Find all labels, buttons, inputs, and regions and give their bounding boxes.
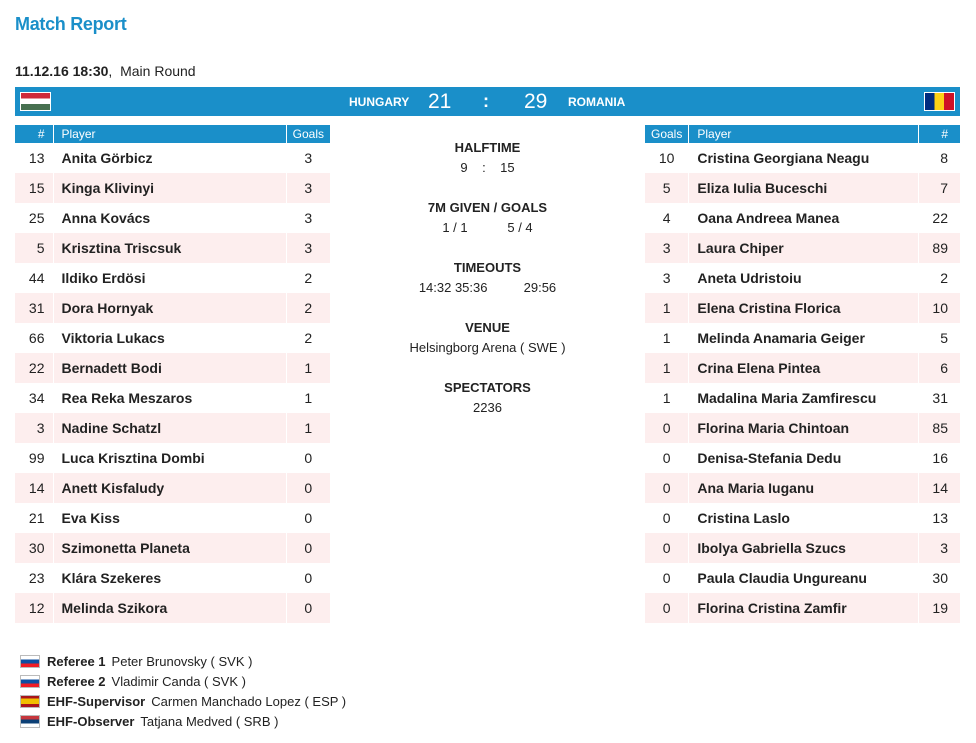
player-number: 22: [15, 353, 53, 383]
player-number: 66: [15, 323, 53, 353]
spectators-value: 2236: [473, 400, 502, 415]
table-row: [15, 293, 330, 323]
table-row: [645, 323, 960, 353]
column-header-player: Player: [53, 125, 286, 143]
player-goals: 0: [304, 570, 313, 586]
seven-m-home: 1 / 1: [442, 220, 468, 235]
player-number: 99: [15, 443, 53, 473]
player-name: Dora Hornyak: [53, 293, 286, 323]
player-name: Anett Kisfaludy: [53, 473, 286, 503]
venue-label: VENUE: [465, 320, 510, 335]
player-goals: 1: [645, 383, 689, 413]
halftime-score: [330, 160, 645, 175]
player-number: 22: [932, 210, 948, 226]
table-row: [15, 323, 330, 353]
player-goals: 2: [286, 293, 330, 323]
halftime-label: HALFTIME: [454, 140, 521, 155]
player-name: Melinda Szikora: [53, 593, 286, 623]
home-roster-table: [15, 125, 330, 623]
player-number: 21: [15, 503, 53, 533]
timeouts-home: 14:32 35:36: [418, 280, 488, 295]
player-number: 13: [15, 143, 53, 173]
column-header-goals: Goals: [286, 125, 330, 143]
official-role: EHF-Observer: [47, 713, 135, 729]
player-number: 5: [940, 330, 948, 346]
player-name: Nadine Schatzl: [53, 413, 286, 443]
column-header-player: Player: [689, 125, 918, 143]
official-row: [20, 711, 346, 731]
away-team-name: ROMANIA: [568, 95, 626, 109]
halftime-away: 15: [500, 160, 515, 175]
official-name: Peter Brunovsky ( SVK ): [111, 653, 253, 669]
player-name: Anita Görbicz: [53, 143, 286, 173]
player-goals: 0: [645, 563, 689, 593]
spectators-stat: [330, 380, 645, 415]
player-name: Viktoria Lukacs: [53, 323, 286, 353]
player-goals: 0: [645, 473, 689, 503]
player-goals: 1: [304, 390, 313, 406]
player-goals: 2: [304, 330, 313, 346]
table-row: [15, 533, 330, 563]
table-row: [15, 563, 330, 593]
official-name: Tatjana Medved ( SRB ): [140, 713, 279, 729]
player-name: Klára Szekeres: [53, 563, 286, 593]
player-goals: 3: [286, 173, 330, 203]
player-goals: 0: [286, 593, 330, 623]
table-row: [645, 383, 960, 413]
score-bar: [15, 87, 960, 116]
table-row: [15, 593, 330, 623]
player-goals: 1: [645, 353, 689, 383]
table-row: [15, 203, 330, 233]
serbia-flag-icon: [20, 715, 40, 728]
player-goals: 0: [645, 593, 689, 623]
table-row: [645, 233, 960, 263]
table-row: [645, 263, 960, 293]
player-number: 6: [918, 353, 960, 383]
player-name: Eva Kiss: [53, 503, 286, 533]
halftime-home: 9: [460, 160, 468, 175]
player-number: 7: [918, 173, 960, 203]
player-name: Eliza Iulia Buceschi: [689, 173, 918, 203]
column-header-number: #: [15, 125, 53, 143]
player-number: 89: [918, 233, 960, 263]
player-number: 44: [15, 263, 53, 293]
player-number: 16: [932, 450, 948, 466]
romania-flag-icon: [924, 92, 955, 111]
official-row: [20, 671, 346, 691]
player-goals: 3: [645, 263, 689, 293]
seven-m-away: 5 / 4: [507, 220, 533, 235]
timeouts-label: TIMEOUTS: [453, 260, 522, 275]
player-goals: 3: [304, 150, 313, 166]
player-goals: 0: [645, 443, 689, 473]
official-name: Carmen Manchado Lopez ( ESP ): [151, 693, 347, 709]
table-row: [15, 383, 330, 413]
player-name: Luca Krisztina Dombi: [53, 443, 286, 473]
table-row: [645, 443, 960, 473]
player-name: Florina Maria Chintoan: [689, 413, 918, 443]
player-goals: 0: [645, 533, 689, 563]
player-name: Rea Reka Meszaros: [53, 383, 286, 413]
player-goals: 0: [286, 533, 330, 563]
player-goals: 3: [645, 233, 689, 263]
table-row: [645, 203, 960, 233]
timeouts-values: [330, 280, 645, 295]
player-number: 5: [15, 233, 53, 263]
home-team-name: HUNGARY: [349, 95, 410, 109]
player-name: Crina Elena Pintea: [689, 353, 918, 383]
player-goals: 3: [304, 210, 313, 226]
player-number: 31: [932, 390, 948, 406]
player-goals: 1: [645, 293, 689, 323]
table-row: [645, 173, 960, 203]
player-name: Aneta Udristoiu: [689, 263, 918, 293]
hungary-flag-icon: [20, 92, 51, 111]
column-header-number: #: [918, 125, 960, 143]
player-name: Laura Chiper: [689, 233, 918, 263]
table-row: [645, 413, 960, 443]
official-name: Vladimir Canda ( SVK ): [111, 673, 246, 689]
table-row: [15, 233, 330, 263]
player-name: Ana Maria Iuganu: [689, 473, 918, 503]
home-roster-header: [15, 125, 330, 143]
away-roster-table: [645, 125, 960, 623]
away-roster-header: [645, 125, 960, 143]
table-row: [15, 413, 330, 443]
spectators-label: SPECTATORS: [444, 380, 531, 395]
player-goals: 0: [645, 503, 689, 533]
table-row: [645, 593, 960, 623]
player-goals: 0: [304, 450, 313, 466]
venue-value: Helsingborg Arena ( SWE ): [409, 340, 566, 355]
match-date: 11.12.16 18:30: [15, 63, 109, 79]
player-name: Cristina Laslo: [689, 503, 918, 533]
player-name: Kinga Klivinyi: [53, 173, 286, 203]
player-goals: 0: [286, 473, 330, 503]
player-number: 14: [918, 473, 960, 503]
slovakia-flag-icon: [20, 655, 40, 668]
player-number: 30: [932, 570, 948, 586]
seven-m-label: 7M GIVEN / GOALS: [427, 200, 548, 215]
seven-m-stat: [330, 200, 645, 235]
player-name: Florina Cristina Zamfir: [689, 593, 918, 623]
table-row: [15, 503, 330, 533]
venue-stat: [330, 320, 645, 355]
player-goals: 0: [645, 413, 689, 443]
player-name: Cristina Georgiana Neagu: [689, 143, 918, 173]
player-name: Ibolya Gabriella Szucs: [689, 533, 918, 563]
player-number: 31: [15, 293, 53, 323]
home-score: 21: [428, 90, 452, 113]
player-goals: 2: [304, 270, 313, 286]
slovakia-flag-icon: [20, 675, 40, 688]
player-name: Madalina Maria Zamfirescu: [689, 383, 918, 413]
player-name: Melinda Anamaria Geiger: [689, 323, 918, 353]
player-goals: 10: [645, 143, 689, 173]
player-name: Bernadett Bodi: [53, 353, 286, 383]
official-role: EHF-Supervisor: [47, 693, 146, 709]
player-number: 30: [15, 533, 53, 563]
player-number: 85: [918, 413, 960, 443]
timeouts-away: 29:56: [523, 280, 557, 295]
table-row: [645, 143, 960, 173]
halftime-separator: :: [482, 160, 486, 175]
player-number: 15: [15, 173, 53, 203]
player-name: Szimonetta Planeta: [53, 533, 286, 563]
official-role: Referee 1: [47, 653, 106, 669]
table-row: [15, 443, 330, 473]
page-title: Match Report: [15, 14, 127, 34]
timeouts-stat: [330, 260, 645, 295]
match-dateline: 11.12.16 18:30, Main Round: [15, 63, 196, 79]
score-separator: :: [483, 91, 489, 111]
table-row: [645, 293, 960, 323]
player-goals: 5: [645, 173, 689, 203]
player-name: Denisa-Stefania Dedu: [689, 443, 918, 473]
away-score: 29: [524, 90, 548, 113]
player-number: 3: [15, 413, 53, 443]
player-name: Anna Kovács: [53, 203, 286, 233]
player-number: 23: [15, 563, 53, 593]
table-row: [15, 143, 330, 173]
table-row: [15, 263, 330, 293]
officials-list: [20, 651, 346, 731]
table-row: [645, 473, 960, 503]
player-name: Oana Andreea Manea: [689, 203, 918, 233]
official-role: Referee 2: [47, 673, 106, 689]
column-header-goals: Goals: [645, 125, 689, 143]
official-row: [20, 691, 346, 711]
spain-flag-icon: [20, 695, 40, 708]
player-number: 3: [918, 533, 960, 563]
table-row: [645, 533, 960, 563]
player-number: 14: [15, 473, 53, 503]
table-row: [15, 473, 330, 503]
player-goals: 4: [645, 203, 689, 233]
player-goals: 0: [304, 510, 313, 526]
player-number: 10: [918, 293, 960, 323]
player-goals: 1: [645, 323, 689, 353]
player-number: 12: [15, 593, 53, 623]
player-name: Elena Cristina Florica: [689, 293, 918, 323]
player-number: 19: [918, 593, 960, 623]
table-row: [645, 563, 960, 593]
table-row: [645, 503, 960, 533]
table-row: [15, 173, 330, 203]
table-row: [15, 353, 330, 383]
player-number: 2: [940, 270, 948, 286]
official-row: [20, 651, 346, 671]
player-number: 34: [15, 383, 53, 413]
player-name: Krisztina Triscsuk: [53, 233, 286, 263]
seven-m-values: [330, 220, 645, 235]
player-number: 8: [940, 150, 948, 166]
player-goals: 1: [286, 413, 330, 443]
match-round: Main Round: [120, 63, 196, 79]
table-row: [645, 353, 960, 383]
player-number: 25: [15, 203, 53, 233]
player-goals: 3: [286, 233, 330, 263]
player-name: Paula Claudia Ungureanu: [689, 563, 918, 593]
player-goals: 1: [286, 353, 330, 383]
halftime-stat: [330, 140, 645, 175]
player-name: Ildiko Erdösi: [53, 263, 286, 293]
player-number: 13: [932, 510, 948, 526]
